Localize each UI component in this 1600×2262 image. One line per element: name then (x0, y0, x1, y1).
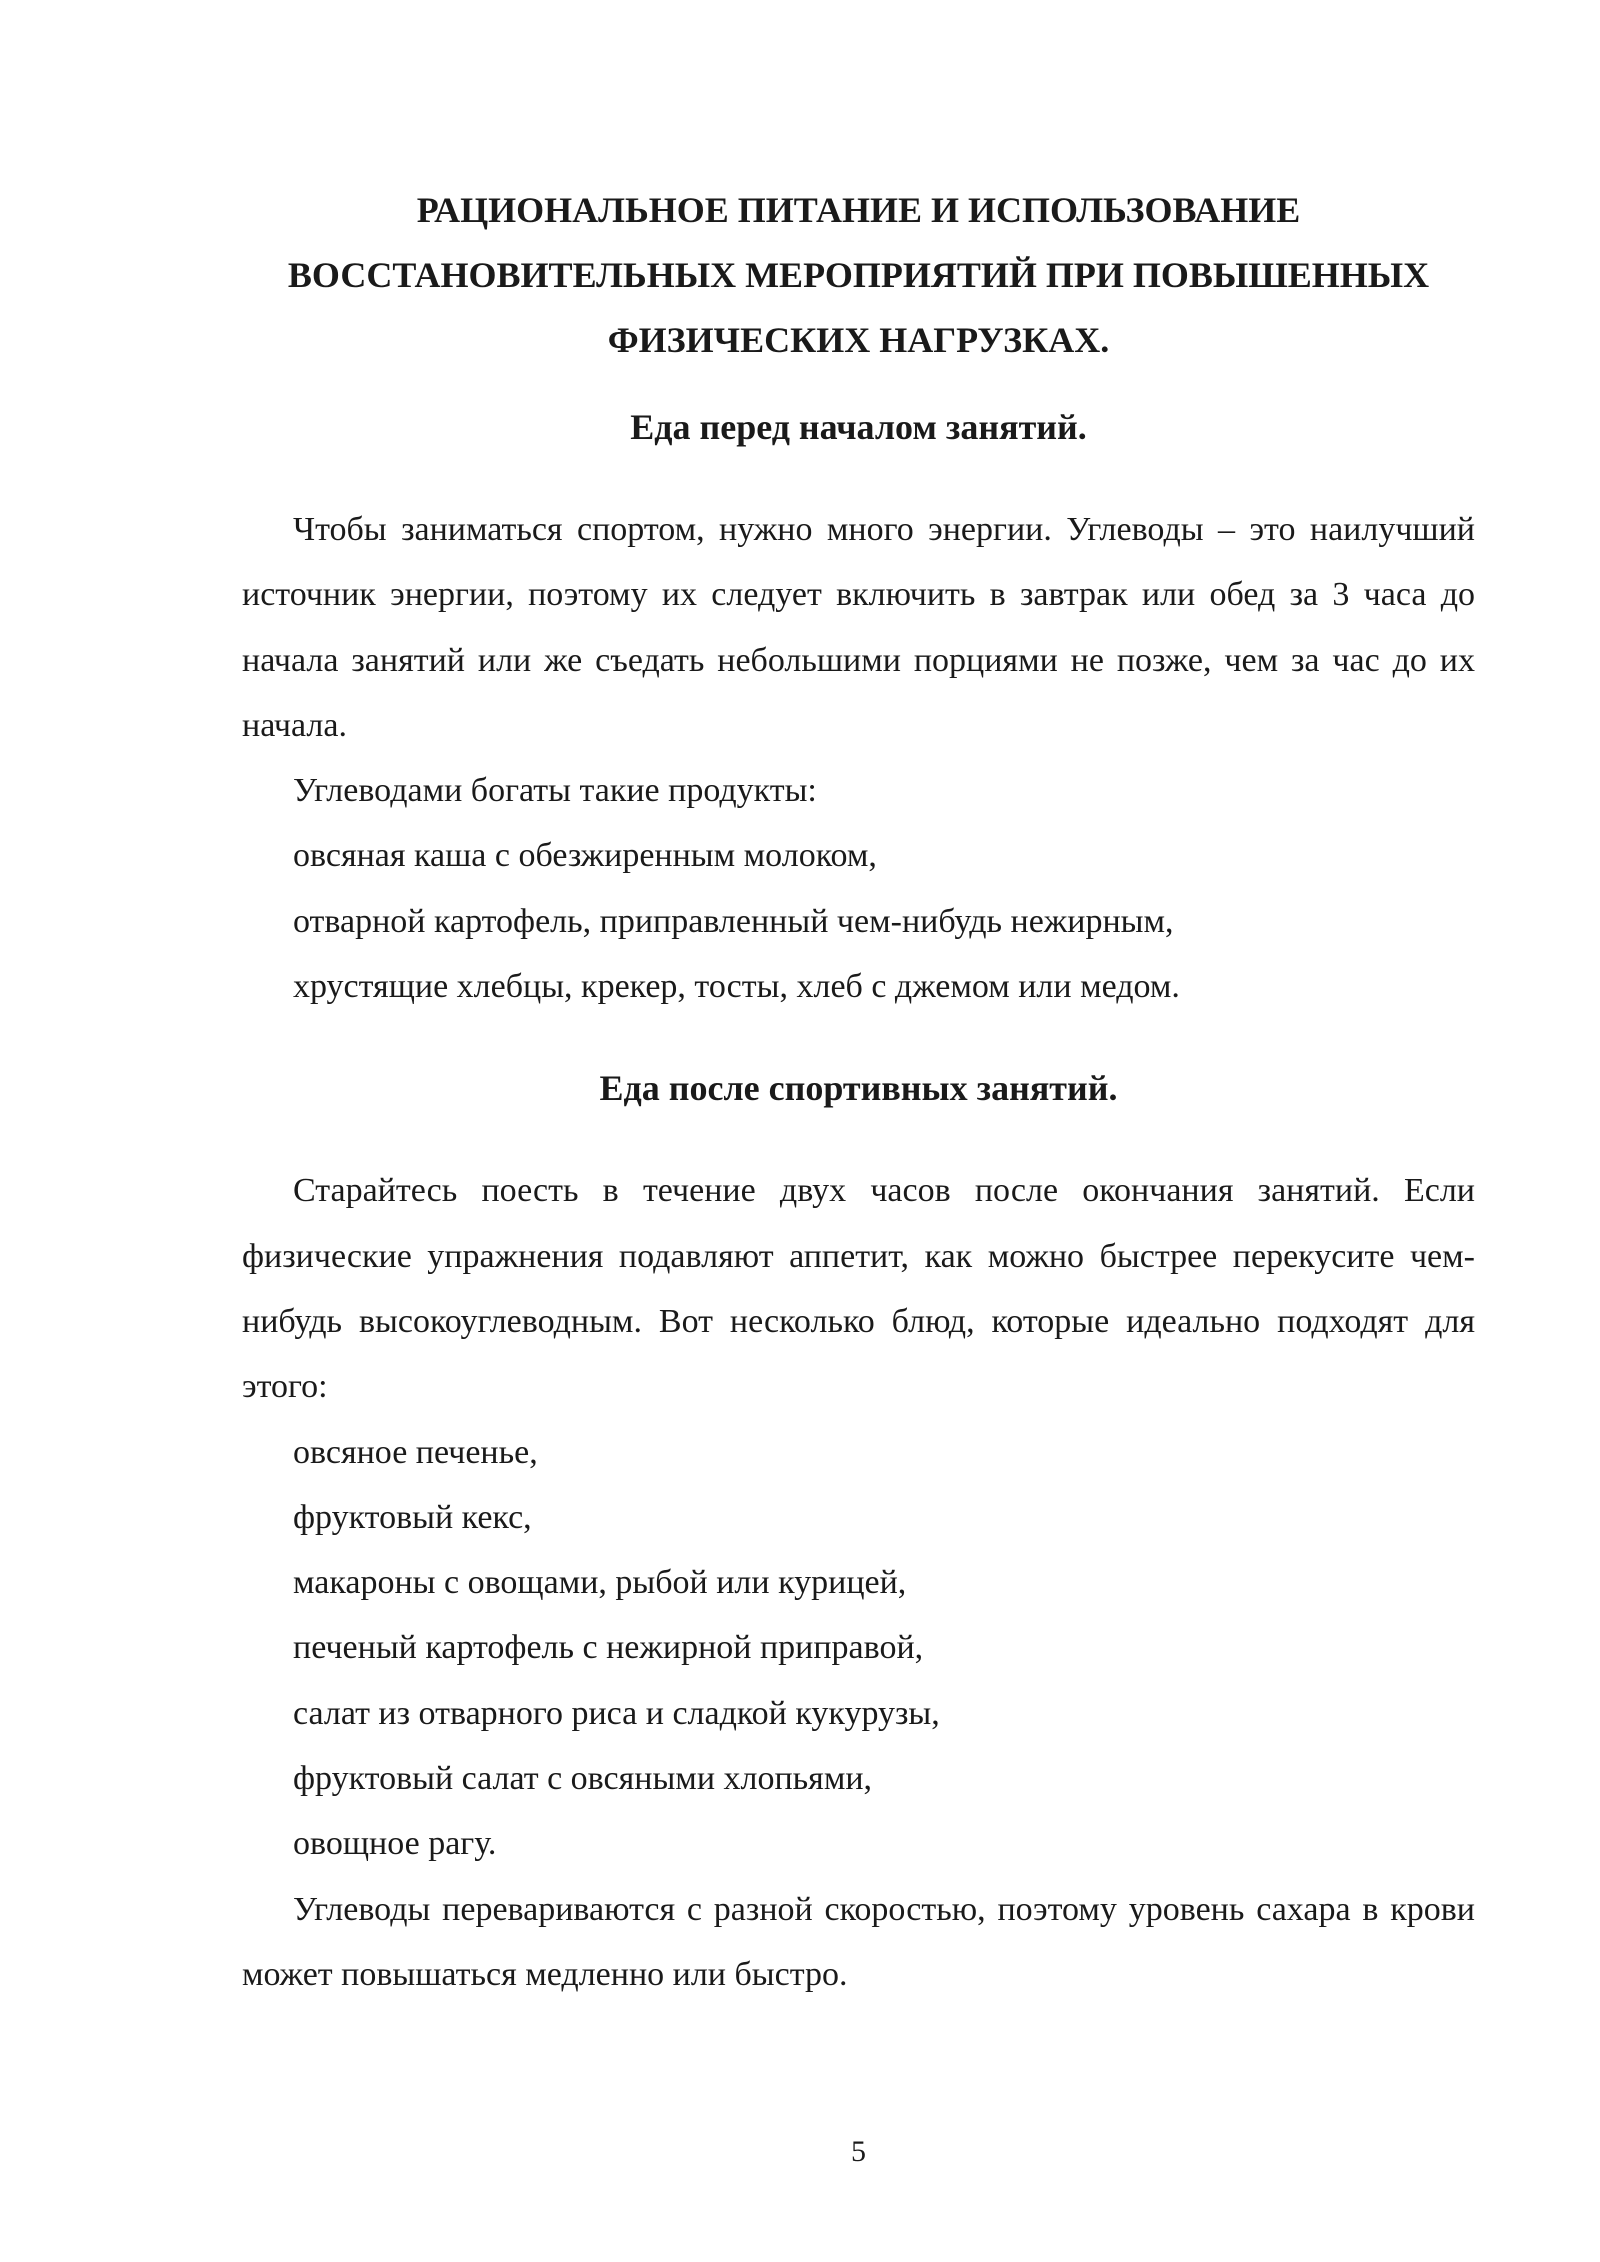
paragraph: Чтобы заниматься спортом, нужно много энергии. Углеводы – это наилучший источник энергии, поэтому их следует включить в завтрак или обед за 3 часа до начала занятий или же съедать небольшими порциями не позже, чем за час до их начала. (242, 511, 1475, 744)
title-line: РАЦИОНАЛЬНОЕ ПИТАНИЕ И ИСПОЛЬЗОВАНИЕ (416, 190, 1301, 230)
list-item: овсяная каша с обезжиренным молоком, (293, 837, 877, 875)
document-title (242, 178, 1475, 373)
title-line: ФИЗИЧЕСКИХ НАГРУЗКАХ. (607, 320, 1110, 360)
section-heading-after-exercise: Еда после спортивных занятий. (599, 1068, 1118, 1109)
section-heading-before-exercise: Еда перед началом занятий. (630, 407, 1087, 447)
page-number: 5 (851, 2135, 866, 2168)
list-item: овощное рагу. (293, 1825, 497, 1863)
list-item: овсяное печенье, (293, 1433, 538, 1471)
list-item: макароны с овощами, рыбой или курицей, (293, 1564, 907, 1602)
list-item: салат из отварного риса и сладкой кукурузы, (293, 1694, 940, 1732)
page-content (242, 178, 1475, 2007)
list-item: печеный картофель с нежирной приправой, (293, 1629, 924, 1667)
paragraph: Старайтесь поесть в течение двух часов после окончания занятий. Если физические упражнения подавляют аппетит, как можно быстрее перекусите чем-нибудь высокоуглеводным. Вот несколько блюд, которые идеально подходят для этого: (242, 1172, 1475, 1406)
paragraph: Углеводы перевариваются с разной скоростью, поэтому уровень сахара в крови может повышаться медленно или быстро. (242, 1890, 1475, 1993)
paragraph: Углеводами богаты такие продукты: (293, 772, 817, 810)
list-item: фруктовый салат с овсяными хлопьями, (293, 1760, 873, 1798)
title-line: ВОССТАНОВИТЕЛЬНЫХ МЕРОПРИЯТИЙ ПРИ ПОВЫШЕННЫХ (287, 255, 1430, 295)
list-item: хрустящие хлебцы, крекер, тосты, хлеб с джемом или медом. (293, 968, 1180, 1006)
list-item: отварной картофель, приправленный чем-нибудь нежирным, (293, 902, 1174, 940)
list-item: фруктовый кекс, (293, 1498, 532, 1536)
